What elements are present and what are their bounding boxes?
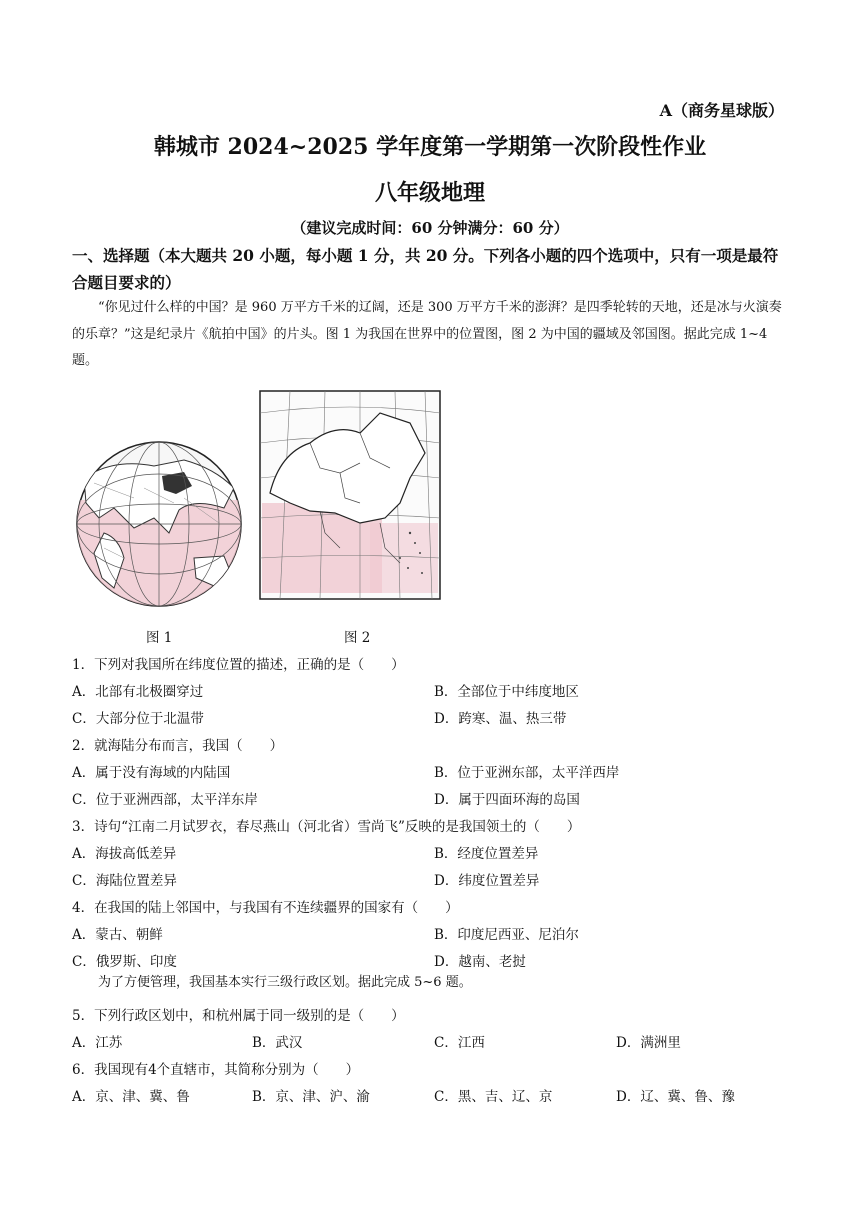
question-2-stem: 2．就海陆分布而言，我国（ ） (72, 738, 284, 754)
question-2-option-b: B．位于亚洲东部，太平洋西岸 (434, 765, 620, 781)
intro-paragraph-2: 为了方便管理，我国基本实行三级行政区划。据此完成 5~6 题。 (98, 975, 472, 990)
question-6-option-b: B．京、津、沪、渝 (252, 1089, 370, 1105)
question-1-option-c: C．大部分位于北温带 (72, 711, 204, 727)
question-6-stem: 6．我国现有4个直辖市，其简称分别为（ ） (72, 1062, 360, 1078)
question-4-option-b: B．印度尼西亚、尼泊尔 (434, 927, 579, 943)
question-1-option-a: A．北部有北极圈穿过 (72, 684, 204, 700)
question-5-stem: 5．下列行政区划中，和杭州属于同一级别的是（ ） (72, 1008, 405, 1024)
question-5-option-a: A．江苏 (72, 1035, 123, 1051)
question-1-stem: 1．下列对我国所在纬度位置的描述，正确的是（ ） (72, 657, 405, 673)
question-3-option-a: A．海拔高低差异 (72, 846, 177, 862)
question-5-option-c: C．江西 (434, 1035, 485, 1051)
time-info: （建议完成时间：60 分钟满分：60 分） (291, 219, 569, 237)
question-6-option-d: D．辽、冀、鲁、豫 (616, 1089, 735, 1105)
question-3-option-c: C．海陆位置差异 (72, 873, 177, 889)
question-1-option-b: B．全部位于中纬度地区 (434, 684, 579, 700)
globe-map-figure (74, 438, 244, 610)
question-6-option-a: A．京、津、冀、鲁 (72, 1089, 190, 1105)
section-heading: 一、选择题（本大题共 20 小题，每小题 1 分，共 20 分。下列各小题的四个选项中，只有一项是最符合题目要求的） (72, 246, 779, 292)
question-2-option-c: C．位于亚洲西部，太平洋东岸 (72, 792, 258, 808)
question-4-option-d: D．越南、老挝 (434, 954, 526, 970)
question-5-option-d: D．满洲里 (616, 1035, 681, 1051)
question-2-option-d: D．属于四面环海的岛国 (434, 792, 580, 808)
question-3-option-b: B．经度位置差异 (434, 846, 539, 862)
question-6-option-c: C．黑、吉、辽、京 (434, 1089, 553, 1105)
question-3-option-d: D．纬度位置差异 (434, 873, 540, 889)
question-5-option-b: B．武汉 (252, 1035, 303, 1051)
edition-label: A（商务星球版） (659, 101, 784, 120)
intro-paragraph: “你见过什么样的中国？是 960 万平方千米的辽阔，还是 300 万平方千米的澎湃？是四季轮转的天地，还是冰与火演奏的乐章？”这是纪录片《航拍中国》的片头。图 1 为我国在世界中的位置图，图 2 为中国的疆域及邻国图。据此完成 1~4 题。 (72, 300, 782, 368)
question-4-option-a: A．蒙古、朝鲜 (72, 927, 163, 943)
document-title: 韩城市 2024~2025 学年度第一学期第一次阶段性作业 (153, 134, 707, 160)
question-3-stem: 3．诗句“江南二月试罗衣，春尽燕山（河北省）雪尚飞”反映的是我国领土的（ ） (72, 819, 581, 835)
question-4-option-c: C．俄罗斯、印度 (72, 954, 177, 970)
figure2-caption: 图 2 (344, 630, 371, 646)
question-2-option-a: A．属于没有海域的内陆国 (72, 765, 231, 781)
china-territory-map-figure (250, 383, 450, 609)
subject-title: 八年级地理 (374, 180, 485, 206)
question-1-option-d: D．跨寒、温、热三带 (434, 711, 567, 727)
figure1-caption: 图 1 (146, 630, 173, 646)
question-4-stem: 4．在我国的陆上邻国中，与我国有不连续疆界的国家有（ ） (72, 900, 459, 916)
